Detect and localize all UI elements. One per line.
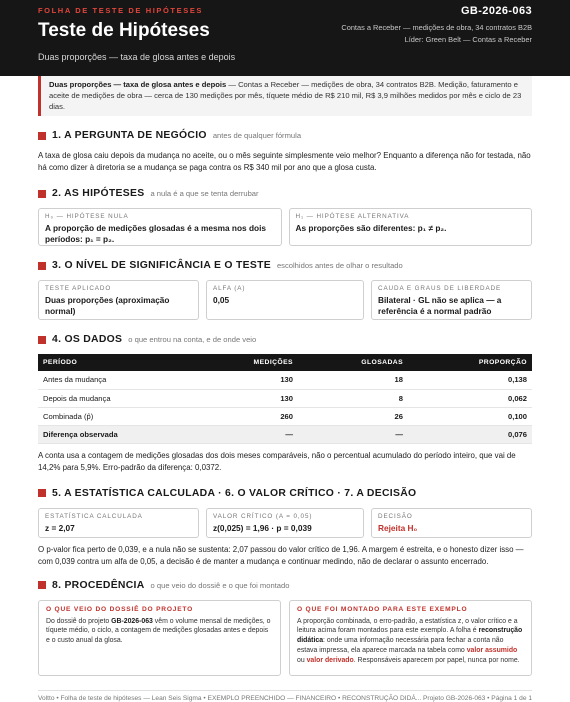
- provenance-dossier-card: [38, 600, 281, 676]
- decision-label: DECISÃO: [378, 512, 413, 520]
- section-4-note: A conta usa a contagem de medições glosadas dos dois meses comparáveis, não o percentual acumulado do período inteiro, que vai de 14,2% para 5,9%. Erro-padrão da diferença: 0,0372.: [38, 450, 516, 472]
- tail-value: Bilateral · GL não se aplica — a referência é a normal padrão: [378, 295, 502, 316]
- critical-value-value: z(0,025) = 1,96 · p = 0,039: [213, 522, 312, 533]
- column-header: MEDIÇÕES: [253, 359, 293, 366]
- alt-hypothesis-card: [289, 208, 533, 246]
- alpha-card: [206, 280, 364, 320]
- context-text: — Contas a Receber — medições de obra, 34 contratos B2B. Medição, faturamento e aceite de medições de obra — cerca de 130 medições por mês, tíquete médio de R$ 210 mil, R$ 3,9 milhões medidos por mês e ciclo de 23 dias.: [49, 80, 522, 111]
- provenance-built-card: [289, 600, 532, 676]
- section-marker-icon: [38, 132, 46, 140]
- section-4-title: 4. OS DADOS: [52, 334, 123, 345]
- statistic-label: ESTATÍSTICA CALCULADA: [45, 512, 143, 520]
- section-1-heading: [38, 130, 532, 141]
- section-marker-icon: [38, 489, 46, 497]
- section-8-title: 8. PROCEDÊNCIA: [52, 579, 145, 591]
- statistic-value: z = 2,07: [45, 522, 75, 533]
- section-5-title: 5. A ESTATÍSTICA CALCULADA · 6. O VALOR CRÍTICO · 7. A DECISÃO: [52, 487, 417, 499]
- section-marker-icon: [38, 581, 46, 589]
- provenance-dossier-heading: O QUE VEIO DO DOSSIÊ DO PROJETO: [46, 605, 194, 613]
- hypotheses-cards: [38, 208, 532, 246]
- null-hypothesis-label: H₀ — HIPÓTESE NULA: [45, 213, 129, 220]
- decision-card: [371, 508, 532, 538]
- column-header: PERÍODO: [43, 359, 78, 366]
- alt-hypothesis-label: H₁ — HIPÓTESE ALTERNATIVA: [295, 213, 410, 220]
- table-cell: 260: [208, 407, 298, 425]
- table-cell: Depois da mudança: [38, 389, 208, 407]
- page-footer: [38, 690, 532, 702]
- table-cell: 8: [298, 389, 408, 407]
- section-marker-icon: [38, 190, 46, 198]
- table-cell: Antes da mudança: [38, 371, 208, 389]
- column-header: GLOSADAS: [361, 359, 403, 366]
- provenance-dossier-text: Do dossiê do projeto GB-2026-063 vêm o volume mensal de medições, o tíquete médio, o ciclo, a contagem de medições glosadas antes e depois e o custo anual da glosa.: [46, 617, 271, 645]
- statistic-card: [38, 508, 199, 538]
- result-cards: [38, 508, 532, 538]
- critical-value-label: VALOR CRÍTICO (Α = 0,05): [213, 512, 313, 520]
- header-meta-line-2: Líder: Green Belt — Contas a Receber: [404, 35, 532, 44]
- section-1-title: 1. A PERGUNTA DE NEGÓCIO: [52, 130, 207, 141]
- null-hypothesis-text: A proporção de medições glosadas é a mesma nos dois períodos: p₁ = p₂.: [45, 223, 267, 244]
- null-hypothesis-card: [38, 208, 282, 246]
- provenance-cards: [38, 600, 532, 676]
- project-code: GB-2026-063: [460, 5, 532, 17]
- decision-value: Rejeita H₀: [378, 522, 418, 533]
- header-kicker: FOLHA DE TESTE DE HIPÓTESES: [38, 6, 204, 15]
- test-applied-card: [38, 280, 199, 320]
- page-title: Teste de Hipóteses: [38, 20, 210, 41]
- table-cell: 130: [208, 371, 298, 389]
- section-3-title: 3. O NÍVEL DE SIGNIFICÂNCIA E O TESTE: [52, 260, 271, 271]
- page-subtitle: Duas proporções — taxa de glosa antes e depois: [38, 52, 236, 62]
- table-cell: 0,076: [408, 425, 532, 443]
- subtitle-band: [0, 52, 570, 76]
- alpha-label: ALFA (Α): [213, 285, 246, 292]
- test-cards: [38, 280, 532, 320]
- section-2-hint: a nula é a que se tenta derrubar: [150, 189, 259, 198]
- tail-card: [371, 280, 532, 320]
- table-cell: —: [208, 425, 298, 443]
- tail-label: CAUDA E GRAUS DE LIBERDADE: [378, 285, 502, 292]
- section-1-hint: antes de qualquer fórmula: [212, 131, 302, 140]
- section-3-heading: [38, 260, 532, 271]
- table-cell: 0,138: [408, 371, 532, 389]
- section-4-heading: [38, 334, 532, 345]
- section-5-heading: [38, 488, 532, 499]
- table-cell: 0,100: [408, 407, 532, 425]
- test-applied-label: TESTE APLICADO: [45, 285, 112, 292]
- section-8-heading: [38, 580, 532, 591]
- context-box: [38, 76, 532, 116]
- table-cell: Diferença observada: [38, 425, 208, 443]
- alt-hypothesis-text: As proporções são diferentes: p₁ ≠ p₂.: [295, 223, 447, 233]
- table-row: [38, 371, 532, 389]
- table-cell: 26: [298, 407, 408, 425]
- table-cell: —: [298, 425, 408, 443]
- test-applied-value: Duas proporções (aproximação normal): [45, 295, 170, 316]
- section-2-title: 2. AS HIPÓTESES: [52, 188, 145, 199]
- critical-value-card: [206, 508, 364, 538]
- section-2-heading: [38, 188, 532, 199]
- section-3-hint: escolhidos antes de olhar o resultado: [276, 261, 403, 270]
- table-cell: 130: [208, 389, 298, 407]
- provenance-built-text: A proporção combinada, o erro-padrão, a estatística z, o valor crítico e a leitura acima foram montados para este exemplo. A folha é reconstrução didática: onde uma informação necessária para fechar a conta não estava impressa, ela aparece marcada na tabela como valor assumido ou valor derivado. Responsáveis aparecem por papel, nunca por nome.: [297, 617, 523, 664]
- header-meta-line-1: Contas a Receber — medições de obra, 34 contratos B2B: [341, 23, 532, 32]
- section-marker-icon: [38, 262, 46, 270]
- footer-right: Projeto GB-2026-063 • Página 1 de 1: [423, 695, 532, 702]
- table-cell: 0,062: [408, 389, 532, 407]
- alpha-value: 0,05: [213, 295, 230, 305]
- context-lead: Duas proporções — taxa de glosa antes e depois: [49, 80, 227, 89]
- data-table: [38, 354, 532, 444]
- section-marker-icon: [38, 336, 46, 344]
- section-1-text: A taxa de glosa caiu depois da mudança no aceite, ou o mês seguinte simplesmente veio melhor? Enquanto a diferença não for testada, não há como dizer à diretoria se a mudança se paga contra os R$ 340 mil por ano que a glosa custa.: [38, 151, 531, 172]
- column-header: PROPORÇÃO: [478, 359, 527, 366]
- header-meta: [341, 5, 532, 46]
- table-row: [38, 407, 532, 425]
- footer-left: Voltto • Folha de teste de hipóteses — Lean Seis Sigma • EXEMPLO PREENCHIDO — FINANCEIRO • RECONSTRUÇÃO DIDÁ...: [38, 695, 422, 702]
- table-cell: Combinada (p̂): [38, 407, 208, 425]
- section-4-hint: o que entrou na conta, e de onde veio: [128, 335, 257, 344]
- table-header-row: [38, 354, 532, 371]
- table-row: [38, 389, 532, 407]
- section-5-text: O p-valor fica perto de 0,039, e a nula não se sustenta: 2,07 passou do valor crítico de 1,96. A margem é estreita, e o honesto dizer isso — com 0,039 contra um alfa de 0,05, a decisão é de manter a mudança e continuar medindo, não de declarar o assunto encerrado.: [38, 544, 524, 566]
- table-row: [38, 425, 532, 443]
- provenance-built-heading: O QUE FOI MONTADO PARA ESTE EXEMPLO: [297, 605, 468, 613]
- section-8-hint: o que veio do dossiê e o que foi montado: [150, 580, 290, 590]
- table-cell: 18: [298, 371, 408, 389]
